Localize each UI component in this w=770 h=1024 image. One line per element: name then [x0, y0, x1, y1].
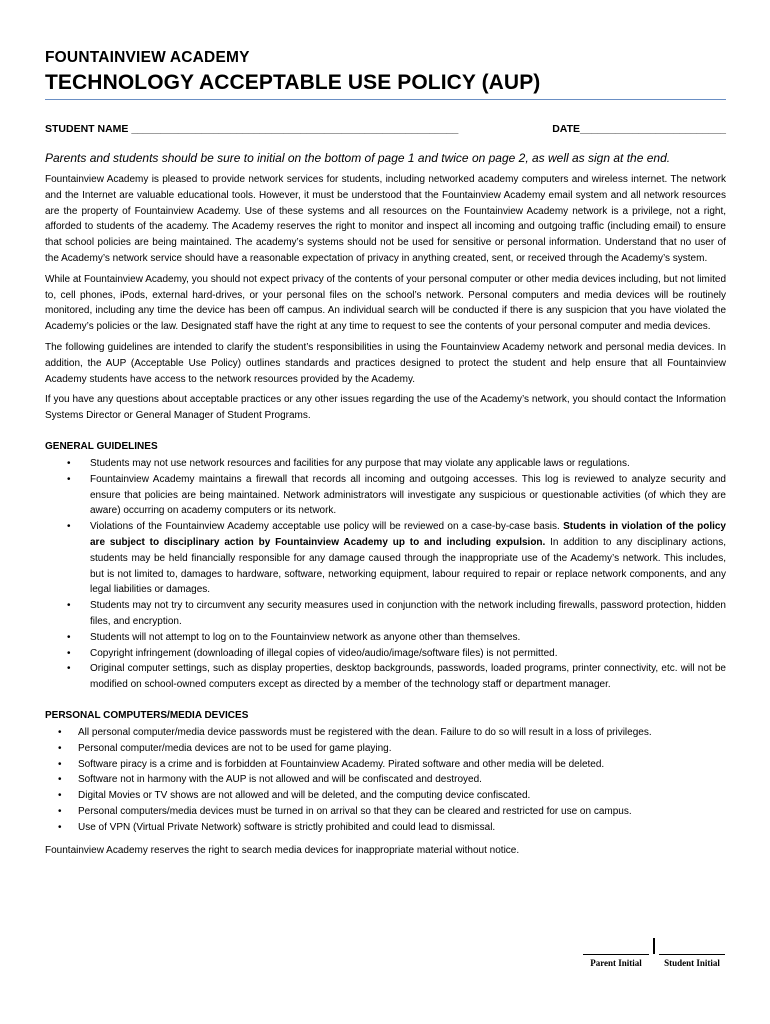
bullet-icon: • — [58, 821, 62, 833]
initial-notice: Parents and students should be sure to initial on the bottom of page 1 and twice on page 2, as well as sign at the end. — [45, 151, 671, 165]
bullet-icon: • — [58, 805, 62, 817]
intro-paragraph: Fountainview Academy is pleased to provide network services for students, including networked academy computers and wireless internet. The network and the Internet are valuable educational tools. However, it must be understood that the Fountainview Academy email system and all network resources are the property of Fountainview Academy. Use of these systems and all resources on the Fountainview Academy network is a privilege, not a right, afforded to students of the academy. The Academy reserves the right to monitor and inspect all incoming and outgoing traffic (including email) to ensure that school policies are being maintained. The academy’s systems should not be used for sensitive or personal information. Understand that no user of the Academy’s network service should have a reasonable expectation of privacy in anything created, sent, or received through the Academy’s system. — [45, 174, 726, 264]
organization-name: FOUNTAINVIEW ACADEMY — [45, 49, 250, 66]
bullet-icon: • — [67, 600, 71, 612]
parent-initial-box — [583, 941, 649, 968]
bullet-icon: • — [58, 790, 62, 802]
privacy-paragraph: While at Fountainview Academy, you should not expect privacy of the contents of your personal computer or other media devices including, but not limited to, cell phones, iPods, external hard-drives, or your personal files on the school’s network. Personal computers and media devices will be routinely monitored, including any time the device has been off campus. An individual search will be conducted if there is any suspicion that you have violated the Academy’s policies or the law. Designated staff have the right at any time to request to see the contents of your personal computer and media devices. — [45, 273, 726, 333]
student-name-field[interactable]: STUDENT NAME ________________________________________________________ — [45, 123, 459, 135]
bullet-icon: • — [67, 473, 71, 485]
parent-initial-field[interactable] — [583, 941, 649, 955]
bullet-icon: • — [67, 631, 71, 643]
bullet-icon: • — [58, 758, 62, 770]
general-guidelines-list — [45, 456, 726, 693]
list-item: • All personal computer/media device passwords must be registered with the dean. Failure to do so will result in a loss of privileges. — [45, 725, 726, 741]
list-item: • Personal computers/media devices must be turned in on arrival so that they can be cleared and restricted for use on campus. — [45, 804, 726, 820]
list-item: • Use of VPN (Virtual Private Network) software is strictly prohibited and could lead to dismissal. — [45, 820, 726, 836]
policy-page — [45, 48, 726, 859]
list-item: • Students will not attempt to log on to the Fountainview network as anyone other than themselves. — [45, 630, 726, 646]
list-item: • Digital Movies or TV shows are not allowed and will be deleted, and the computing device confiscated. — [45, 788, 726, 804]
student-initial-box — [659, 941, 725, 968]
list-item: • Violations of the Fountainview Academy acceptable use policy will be reviewed on a case-by-case basis. Students in violation of the policy are subject to disciplinary action by Fountainview Academy up to and including expulsion. In addition to any disciplinary actions, students may be held financially responsible for any damage caused through the inappropriate use of the Academy’s network. This includes, but is not limited to, damages to hardware, software, networking equipment, labour required to repair or replace network components, and any legal liabilities or damages. — [67, 521, 726, 596]
document-title: TECHNOLOGY ACCEPTABLE USE POLICY (AUP) — [45, 71, 541, 94]
general-guidelines-heading: GENERAL GUIDELINES — [45, 440, 158, 452]
contact-paragraph: If you have any questions about acceptable practices or any other issues regarding the use of the Academy’s network, you should contact the Information Systems Director or General Manager of Student Programs. — [45, 394, 726, 422]
search-notice: Fountainview Academy reserves the right to search media devices for inappropriate material without notice. — [45, 845, 520, 857]
bullet-icon: • — [58, 742, 62, 754]
initials-divider — [653, 938, 655, 954]
guidelines-paragraph: The following guidelines are intended to clarify the student’s responsibilities in using the Fountainview Academy network and personal media devices. In addition, the AUP (Acceptable Use Policy) outlines standards and practices designed to protect the student and help ensure that all Fountainview Academy students have access to the network resources provided by the Academy. — [45, 341, 726, 385]
list-item: • Personal computer/media devices are not to be used for game playing. — [45, 741, 726, 757]
bullet-icon: • — [58, 774, 62, 786]
bullet-icon: • — [67, 647, 71, 659]
bullet-icon: • — [67, 521, 71, 533]
personal-devices-heading: PERSONAL COMPUTERS/MEDIA DEVICES — [45, 709, 249, 721]
initials-block — [583, 938, 725, 968]
list-item: • Original computer settings, such as display properties, desktop backgrounds, passwords, loaded programs, printer connectivity, etc. will not be modified on school-owned computers except as directed by a member of the technology staff or department manager. — [67, 663, 726, 691]
list-item: • Students may not try to circumvent any security measures used in conjunction with the network including firewalls, password protection, hidden files, and encryption. — [67, 600, 726, 627]
student-initial-label: Student Initial — [664, 958, 720, 968]
list-item: • Copyright infringement (downloading of illegal copies of video/audio/image/software files) is not permitted. — [45, 646, 726, 662]
list-item: • Software not in harmony with the AUP is not allowed and will be confiscated and destroyed. — [45, 772, 726, 788]
student-initial-field[interactable] — [659, 941, 725, 955]
list-item: • Software piracy is a crime and is forbidden at Fountainview Academy. Pirated software and other media will be deleted. — [45, 757, 726, 773]
bullet-icon: • — [58, 726, 62, 738]
bullet-icon: • — [67, 457, 71, 469]
title-rule — [45, 99, 726, 100]
personal-devices-list — [45, 725, 726, 836]
expulsion-warning: Students in violation of the policy are subject to disciplinary action by Fountainview Academy up to and including expulsion. — [90, 521, 726, 548]
bullet-icon: • — [67, 663, 71, 675]
form-fields — [45, 122, 726, 136]
list-item: • Students may not use network resources and facilities for any purpose that may violate any applicable laws or regulations. — [45, 456, 726, 472]
list-item: • Fountainview Academy maintains a firewall that records all incoming and outgoing accesses. This log is reviewed to analyze security and ensure that policies are being maintained. Network administrators will investigate any suspicious or questionable activities (of which they are aware) occurring on academy computers or its network. — [67, 473, 726, 517]
date-field[interactable]: DATE_________________________ — [552, 123, 726, 135]
parent-initial-label: Parent Initial — [590, 958, 642, 968]
